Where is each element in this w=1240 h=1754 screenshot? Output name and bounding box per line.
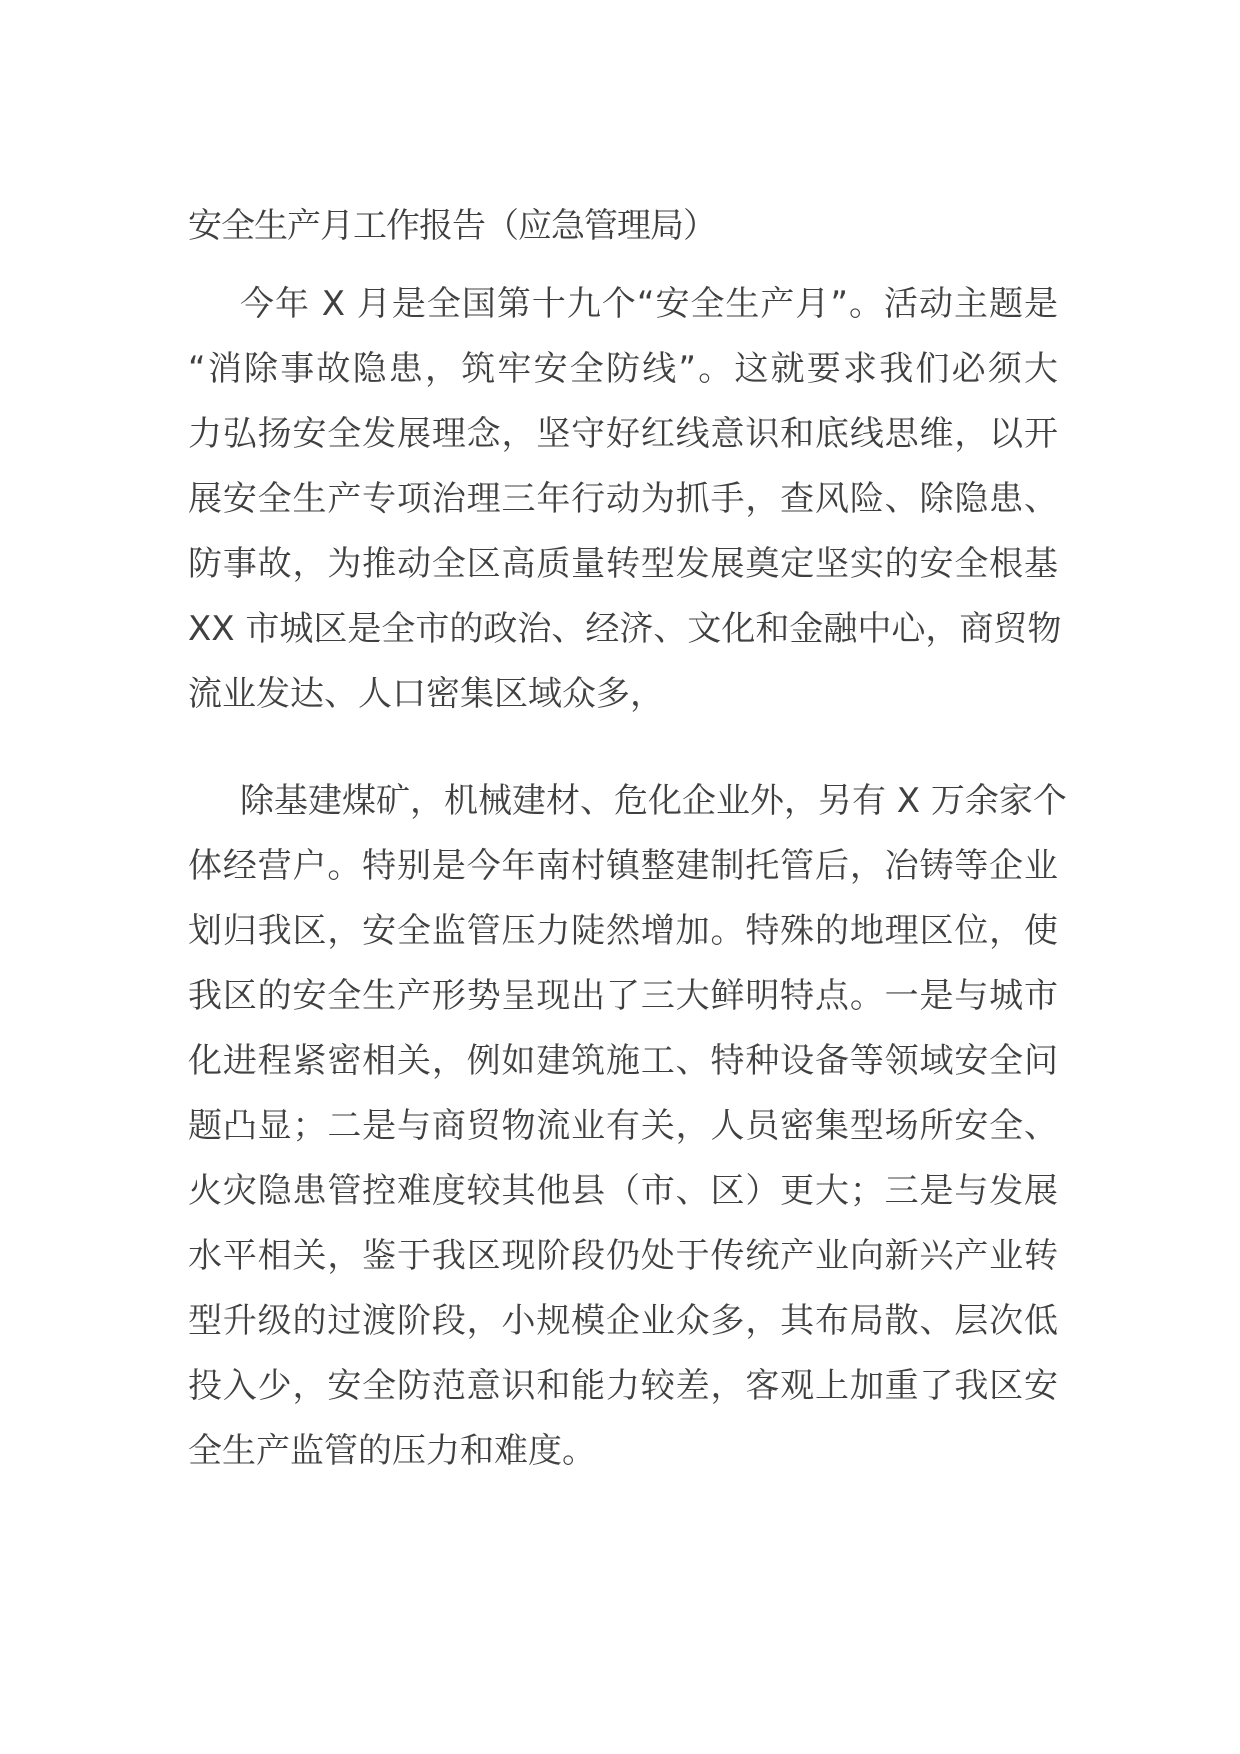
paragraph-line: 展安全生产专项治理三年行动为抓手，查风险、除隐患、 (188, 479, 1058, 519)
paragraph-line: 水平相关，鉴于我区现阶段仍处于传统产业向新兴产业转 (188, 1236, 1058, 1276)
paragraph-line: 题凸显；二是与商贸物流业有关，人员密集型场所安全、 (188, 1106, 1058, 1146)
paragraph-line: 化进程紧密相关，例如建筑施工、特种设备等领域安全问 (188, 1041, 1058, 1081)
paragraph-line: 除基建煤矿，机械建材、危化企业外，另有 X 万余家个 (240, 781, 1067, 821)
paragraph-line: XX 市城区是全市的政治、经济、文化和金融中心，商贸物 (188, 609, 1062, 649)
paragraph-line: 划归我区，安全监管压力陡然增加。特殊的地理区位，使 (188, 911, 1058, 951)
document-title: 安全生产月工作报告（应急管理局） (188, 206, 716, 246)
paragraph-line: 我区的安全生产形势呈现出了三大鲜明特点。一是与城市 (188, 976, 1058, 1016)
paragraph-line: 火灾隐患管控难度较其他县（市、区）更大；三是与发展 (188, 1171, 1058, 1211)
paragraph-2 (188, 769, 1067, 1484)
paragraph-line: 流业发达、人口密集区域众多， (188, 674, 664, 714)
paragraph-line: 力弘扬安全发展理念，坚守好红线意识和底线思维，以开 (188, 414, 1058, 454)
paragraph-line: 防事故，为推动全区高质量转型发展奠定坚实的安全根基 (188, 544, 1058, 584)
paragraph-line: 体经营户。特别是今年南村镇整建制托管后，冶铸等企业 (188, 846, 1058, 886)
paragraph-line: “消除事故隐患，筑牢安全防线”。这就要求我们必须大 (188, 349, 1058, 389)
paragraph-line: 型升级的过渡阶段，小规模企业众多，其布局散、层次低 (188, 1301, 1058, 1341)
paragraph-line: 投入少，安全防范意识和能力较差，客观上加重了我区安 (188, 1366, 1058, 1406)
paragraph-line: 今年 X 月是全国第十九个“安全生产月”。活动主题是 (240, 284, 1058, 324)
paragraph-line: 全生产监管的压力和难度。 (188, 1431, 596, 1471)
paragraph-1 (188, 272, 1062, 727)
